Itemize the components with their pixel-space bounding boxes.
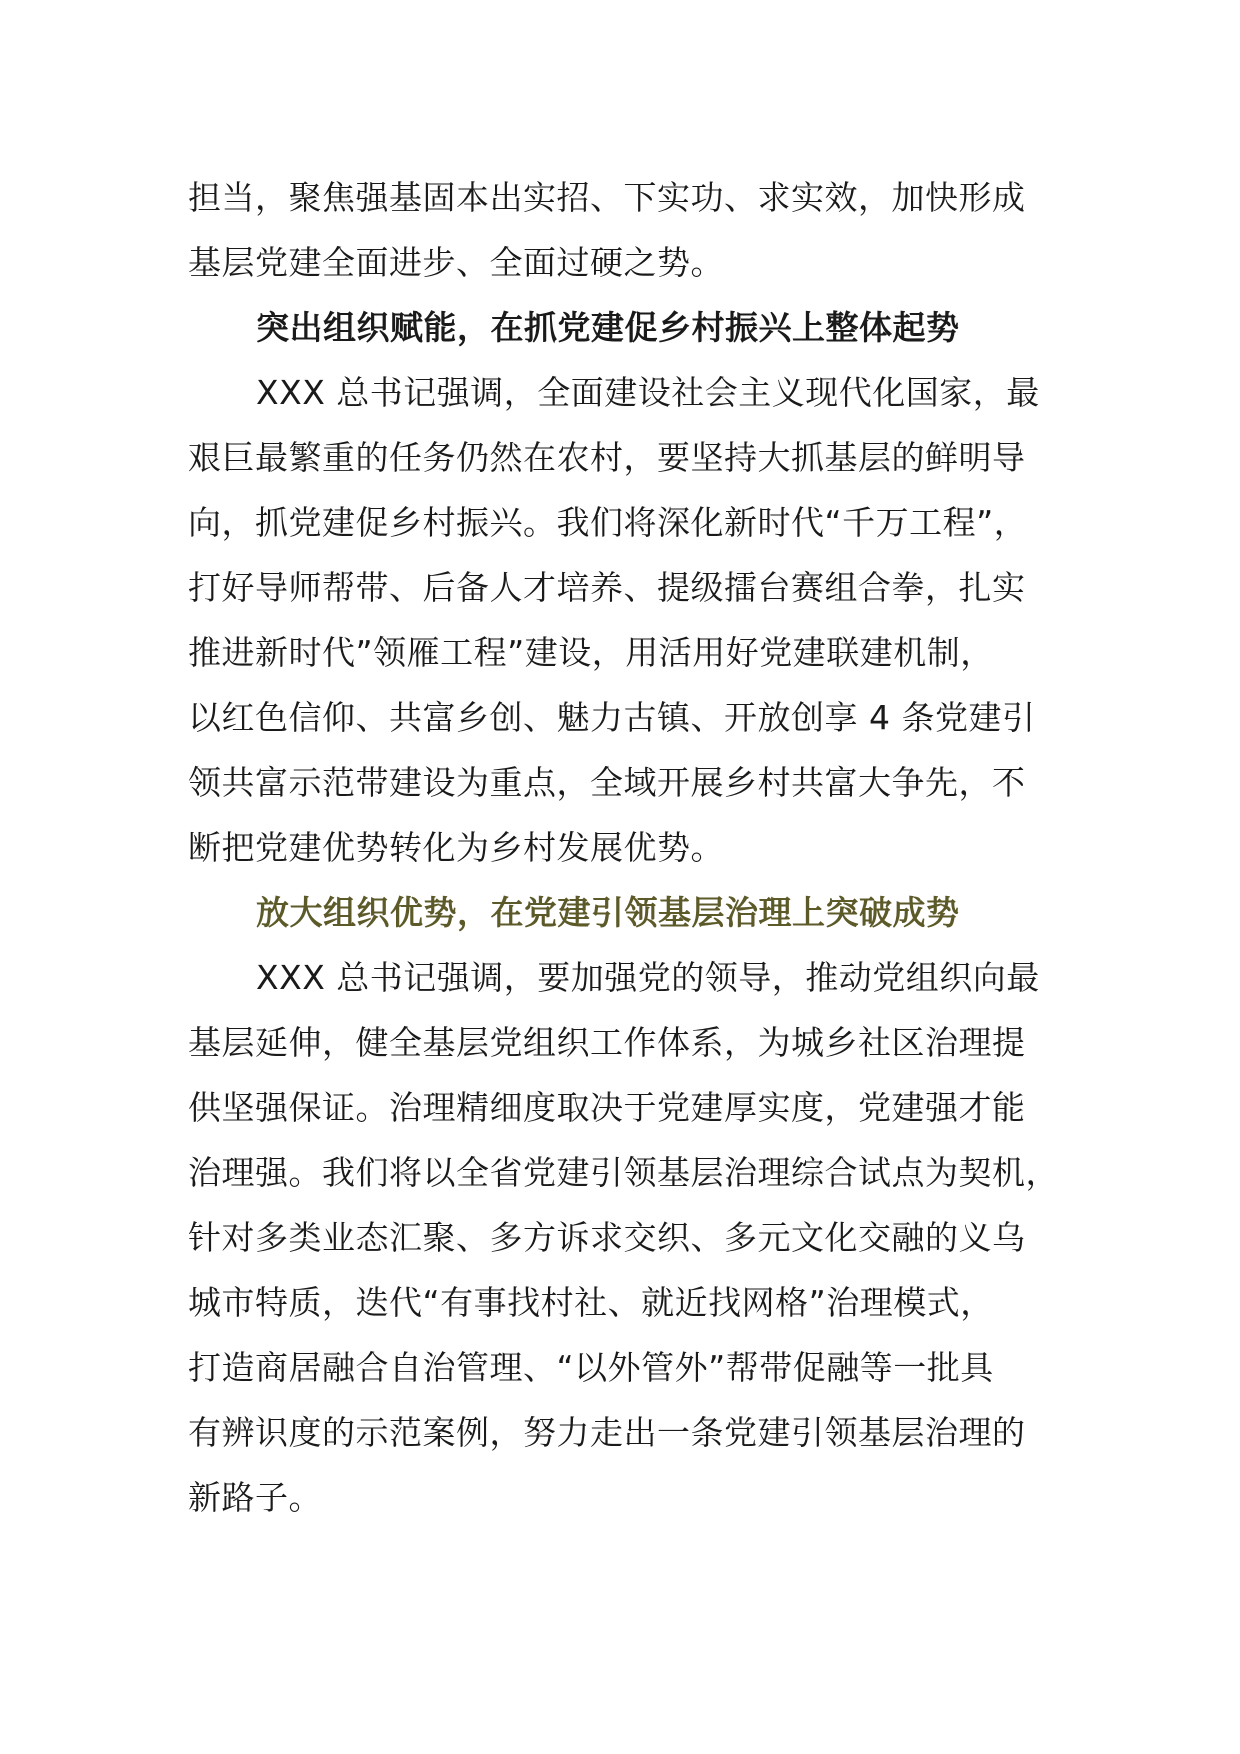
section-heading-1: 突出组织赋能，在抓党建促乡村振兴上整体起势 xyxy=(256,308,960,347)
text-line: 领共富示范带建设为重点，全域开展乡村共富大争先，不 xyxy=(188,763,1026,802)
text-line: 打好导师帮带、后备人才培养、提级擂台赛组合拳，扎实 xyxy=(188,568,1026,607)
text-line: 基层延伸，健全基层党组织工作体系，为城乡社区治理提 xyxy=(188,1023,1026,1062)
text-line: 新路子。 xyxy=(188,1478,322,1517)
text-line: 担当，聚焦强基固本出实招、下实功、求实效，加快形成 xyxy=(188,178,1026,217)
text-line: 针对多类业态汇聚、多方诉求交织、多元文化交融的义乌 xyxy=(188,1218,1026,1257)
text-line: 有辨识度的示范案例，努力走出一条党建引领基层治理的 xyxy=(188,1413,1026,1452)
text-line: XXX 总书记强调，要加强党的领导，推动党组织向最 xyxy=(256,958,1040,997)
text-line: 治理强。我们将以全省党建引领基层治理综合试点为契机， xyxy=(188,1153,1059,1192)
text-line: 城市特质，迭代“有事找村社、就近找网格”治理模式， xyxy=(188,1283,994,1322)
text-line: 断把党建优势转化为乡村发展优势。 xyxy=(188,828,724,867)
text-line: 基层党建全面进步、全面过硬之势。 xyxy=(188,243,724,282)
intro-paragraph xyxy=(188,165,1048,295)
text-line: 供坚强保证。治理精细度取决于党建厚实度，党建强才能 xyxy=(188,1088,1026,1127)
text-line: 向，抓党建促乡村振兴。我们将深化新时代“千万工程”， xyxy=(188,503,1028,542)
text-line: XXX 总书记强调，全面建设社会主义现代化国家，最 xyxy=(256,373,1040,412)
text-line: 以红色信仰、共富乡创、魅力古镇、开放创享 4 条党建引 xyxy=(188,698,1036,737)
section-heading-2: 放大组织优势，在党建引领基层治理上突破成势 xyxy=(256,893,960,932)
text-line: 艰巨最繁重的任务仍然在农村，要坚持大抓基层的鲜明导 xyxy=(188,438,1026,477)
text-line: 打造商居融合自治管理、“以外管外”帮带促融等一批具 xyxy=(188,1348,994,1387)
section-2-paragraph xyxy=(188,945,1059,1530)
text-line: 推进新时代”领雁工程”建设，用活用好党建联建机制， xyxy=(188,633,994,672)
section-1-paragraph xyxy=(188,360,1048,880)
document-body xyxy=(188,165,1059,1530)
